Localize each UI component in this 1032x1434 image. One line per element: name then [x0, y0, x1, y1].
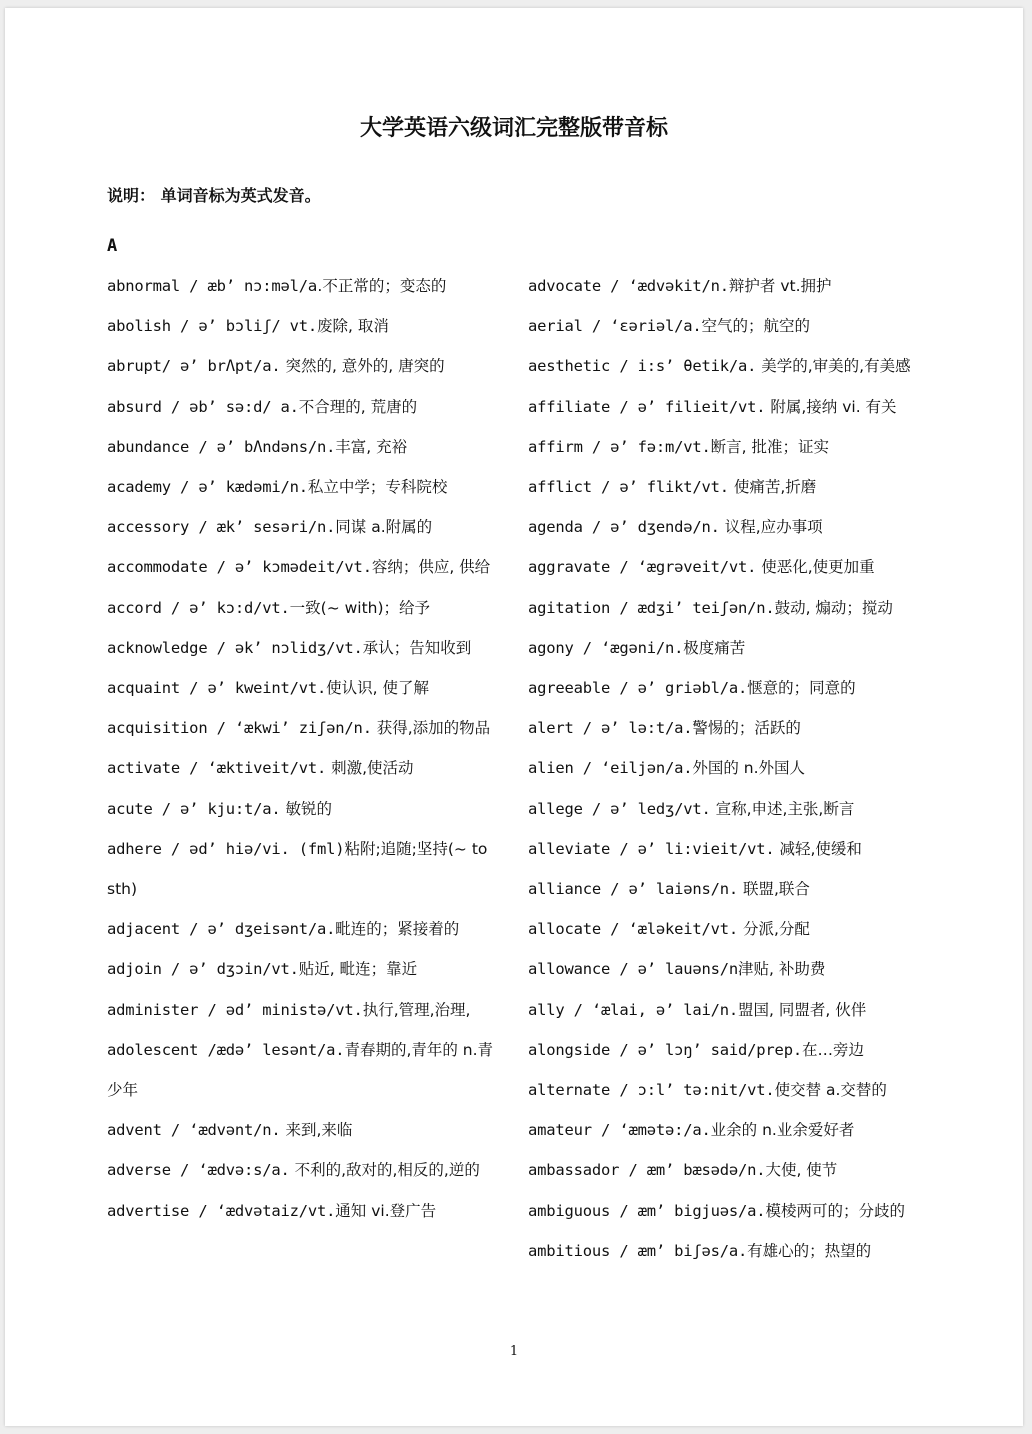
- vocabulary-entry: [528, 909, 924, 949]
- entry-word: agenda / ə’ dʒendə/n.: [528, 518, 720, 537]
- entry-definition: 一致(~ with)；给予: [289, 598, 431, 617]
- vocabulary-entry: [107, 990, 499, 1030]
- entry-word: academy / ə’ kædəmi/n.: [107, 478, 308, 497]
- vocabulary-entry: [528, 346, 924, 386]
- entry-definition: 来到,来临: [280, 1121, 353, 1140]
- vocabulary-entry: [528, 829, 924, 869]
- entry-definition: 在…旁边: [801, 1040, 864, 1059]
- vocabulary-entry: [107, 467, 499, 507]
- entry-word: adverse / ‘ædvə:s/a.: [107, 1161, 290, 1180]
- entry-definition: 私立中学；专科院校: [307, 478, 448, 497]
- entry-definition: 丰富, 充裕: [335, 437, 408, 456]
- vocabulary-entry: [107, 829, 499, 909]
- vocabulary-column-left: [107, 266, 499, 1231]
- entry-definition: 不合理的, 荒唐的: [298, 397, 418, 416]
- entry-word: accommodate / ə’ kɔmədeit/vt.: [107, 558, 372, 577]
- entry-definition: 敏锐的: [280, 799, 332, 818]
- entry-word: aggravate / ‘ægrəveit/vt.: [528, 558, 757, 577]
- entry-word: advent / ‘ædvənt/n.: [107, 1121, 281, 1140]
- vocabulary-entry: [107, 507, 499, 547]
- entry-word: aerial / ‘ɛəriəl/a.: [528, 317, 702, 336]
- vocabulary-entry: [107, 789, 499, 829]
- section-letter: A: [107, 236, 118, 256]
- entry-word: ambiguous / æm’ bigjuəs/a.: [528, 1201, 766, 1220]
- vocabulary-entry: [528, 1231, 924, 1271]
- entry-definition: 容纳；供应, 供给: [371, 558, 491, 577]
- entry-word: allowance / ə’ lauəns/n: [528, 960, 739, 979]
- entry-word: alongside / ə’ lɔŋ’ said/prep.: [528, 1040, 802, 1059]
- entry-word: accord / ə’ kɔ:d/vt.: [107, 598, 290, 617]
- vocabulary-entry: [528, 387, 924, 427]
- entry-definition: 联盟,联合: [738, 880, 810, 899]
- vocabulary-entry: [107, 266, 499, 306]
- entry-definition: 宣称,申述,主张,断言: [710, 799, 855, 818]
- entry-definition: 空气的；航空的: [701, 317, 811, 336]
- entry-definition: 使交替 a.交替的: [774, 1081, 887, 1100]
- entry-definition: 执行,管理,治理,: [362, 1000, 471, 1019]
- entry-definition: 承认；告知收到: [362, 638, 472, 657]
- vocabulary-entry: [528, 1070, 924, 1110]
- entry-word: affirm / ə’ fə:m/vt.: [528, 437, 711, 456]
- entry-word: agreeable / ə’ griəbl/a.: [528, 679, 748, 698]
- entry-word: acquaint / ə’ kweint/vt.: [107, 679, 327, 698]
- vocabulary-entry: [107, 427, 499, 467]
- entry-word: advertise / ‘ædvətaiz/vt.: [107, 1201, 336, 1220]
- entry-word: agitation / ædʒi’ teiʃən/n.: [528, 598, 775, 617]
- vocabulary-entry: [107, 387, 499, 427]
- entry-word: amateur / ‘æmətə:/a.: [528, 1121, 711, 1140]
- vocabulary-entry: [107, 1110, 499, 1150]
- entry-definition: 青春期的,青年的 n.青少年: [107, 1040, 494, 1100]
- entry-definition: 减轻,使缓和: [774, 839, 862, 858]
- vocabulary-entry: [107, 748, 499, 788]
- entry-definition: 获得,添加的物品: [371, 719, 491, 738]
- entry-definition: 警惕的；活跃的: [692, 719, 801, 738]
- entry-word: adjoin / ə’ dʒɔin/vt.: [107, 960, 299, 979]
- entry-word: abnormal / æb’ nɔ:məl/: [107, 277, 308, 295]
- entry-definition: 同谋 a.附属的: [335, 518, 433, 537]
- entry-definition: 盟国, 同盟者, 伙伴: [738, 1000, 867, 1019]
- vocabulary-entry: [528, 869, 924, 909]
- entry-word: activate / ‘æktiveit/vt.: [107, 759, 327, 778]
- entry-definition: 通知 vi.登广告: [335, 1201, 437, 1220]
- vocabulary-entry: [528, 789, 924, 829]
- document-page: [5, 8, 1023, 1426]
- entry-word: allocate / ‘æləkeit/vt.: [528, 920, 739, 939]
- vocabulary-entry: [528, 949, 924, 989]
- vocabulary-entry: [528, 1191, 924, 1231]
- vocabulary-entry: [107, 346, 499, 386]
- entry-word: ambassador / æm’ bæsədə/n.: [528, 1161, 766, 1180]
- entry-word: alliance / ə’ laiəns/n.: [528, 880, 739, 899]
- entry-definition: 突然的, 意外的, 唐突的: [280, 357, 445, 376]
- entry-word: administer / əd’ ministə/vt.: [107, 1000, 363, 1019]
- entry-definition: 业余的 n.业余爱好者: [710, 1121, 855, 1140]
- vocabulary-entry: [528, 708, 924, 748]
- entry-definition: 美学的,审美的,有美感: [756, 357, 911, 376]
- vocabulary-entry: [528, 266, 924, 306]
- pronunciation-note: 说明： 单词音标为英式发音。: [107, 186, 321, 205]
- entry-word: aesthetic / i:s’ θetik/a.: [528, 357, 757, 376]
- entry-word: alternate / ɔ:l’ tə:nit/vt.: [528, 1081, 775, 1100]
- entry-definition: 贴近, 毗连；靠近: [298, 960, 418, 979]
- entry-word: abolish / ə’ bɔliʃ/ vt.: [107, 317, 318, 336]
- vocabulary-entry: [528, 1030, 924, 1070]
- entry-word: adhere / əd’ hiə/vi. (fml): [107, 839, 345, 858]
- entry-definition: 刺激,使活动: [326, 759, 414, 778]
- entry-word: acknowledge / ək’ nɔlidʒ/vt.: [107, 638, 363, 657]
- entry-word: affiliate / ə’ filieit/vt.: [528, 397, 766, 416]
- entry-word: adjacent / ə’ dʒeisənt/a.: [107, 920, 336, 939]
- vocabulary-entry: [528, 467, 924, 507]
- vocabulary-entry: [528, 427, 924, 467]
- vocabulary-entry: [107, 909, 499, 949]
- vocabulary-entry: [107, 588, 499, 628]
- vocabulary-entry: [107, 1030, 499, 1110]
- vocabulary-entry: [528, 547, 924, 587]
- vocabulary-entry: [528, 668, 924, 708]
- page-number: 1: [509, 1344, 519, 1359]
- entry-definition: 使认识, 使了解: [326, 679, 430, 698]
- vocabulary-entry: [528, 1150, 924, 1190]
- entry-word: accessory / æk’ sesəri/n.: [107, 518, 336, 537]
- entry-word: abundance / ə’ bΛndəns/n.: [107, 437, 336, 456]
- entry-word: agony / ‘ægəni/n.: [528, 638, 684, 657]
- entry-word: alert / ə’ lə:t/a.: [528, 719, 693, 738]
- entry-definition: 极度痛苦: [683, 638, 746, 657]
- entry-word: advocate / ‘ædvəkit/n.: [528, 277, 729, 295]
- entry-definition: 不利的,敌对的,相反的,逆的: [289, 1161, 480, 1180]
- vocabulary-entry: [107, 668, 499, 708]
- entry-definition: 议程,应办事项: [719, 518, 823, 537]
- entry-definition: 模棱两可的；分歧的: [765, 1201, 905, 1220]
- vocabulary-column-right: [528, 266, 924, 1271]
- vocabulary-entry: [107, 949, 499, 989]
- vocabulary-entry: [107, 1191, 499, 1231]
- entry-word: alleviate / ə’ li:vieit/vt.: [528, 839, 775, 858]
- vocabulary-entry: [107, 547, 499, 587]
- entry-word: adolescent /ædə’ lesənt/a.: [107, 1040, 345, 1059]
- vocabulary-entry: [528, 990, 924, 1030]
- vocabulary-entry: [528, 588, 924, 628]
- vocabulary-entry: [107, 628, 499, 668]
- entry-definition: 使恶化,使更加重: [756, 558, 875, 577]
- entry-word: ambitious / æm’ biʃəs/a.: [528, 1241, 748, 1260]
- vocabulary-entry: [528, 507, 924, 547]
- entry-word: alien / ‘eiljən/a.: [528, 759, 693, 778]
- entry-word: acquisition / ‘ækwi’ ziʃən/n.: [107, 719, 372, 738]
- vocabulary-entry: [528, 748, 924, 788]
- entry-definition: 鼓动, 煽动；搅动: [774, 598, 893, 617]
- entry-definition: a.不正常的；变态的: [307, 277, 447, 295]
- entry-word: acute / ə’ kju:t/a.: [107, 799, 281, 818]
- vocabulary-entry: [107, 306, 499, 346]
- entry-definition: 废除, 取消: [317, 317, 389, 336]
- entry-definition: 附属,接纳 vi. 有关: [765, 397, 897, 416]
- entry-definition: 毗连的；紧接着的: [335, 920, 460, 939]
- vocabulary-entry: [107, 708, 499, 748]
- entry-word: absurd / əb’ sə:d/ a.: [107, 397, 299, 416]
- entry-definition: 津贴, 补助费: [738, 960, 826, 979]
- entry-definition: 惬意的；同意的: [747, 679, 856, 698]
- entry-definition: 粘附;追随;坚持(~ to sth): [107, 839, 493, 899]
- entry-word: ally / ‘ælai, ə’ lai/n.: [528, 1000, 739, 1019]
- document-title: 大学英语六级词汇完整版带音标: [359, 116, 668, 141]
- entry-word: abrupt/ ə’ brΛpt/a.: [107, 357, 281, 376]
- entry-definition: 断言, 批准；证实: [710, 437, 829, 456]
- entry-definition: 辩护者 vt.拥护: [728, 277, 832, 295]
- entry-definition: 外国的 n.外国人: [692, 759, 806, 778]
- vocabulary-entry: [528, 1110, 924, 1150]
- vocabulary-entry: [528, 628, 924, 668]
- entry-definition: 分派,分配: [738, 920, 810, 939]
- entry-definition: 有雄心的；热望的: [747, 1241, 872, 1260]
- entry-word: allege / ə’ ledʒ/vt.: [528, 799, 711, 818]
- entry-word: afflict / ə’ flikt/vt.: [528, 478, 729, 497]
- vocabulary-entry: [528, 306, 924, 346]
- entry-definition: 大使, 使节: [765, 1161, 838, 1180]
- vocabulary-entry: [107, 1150, 499, 1190]
- entry-definition: 使痛苦,折磨: [728, 478, 817, 497]
